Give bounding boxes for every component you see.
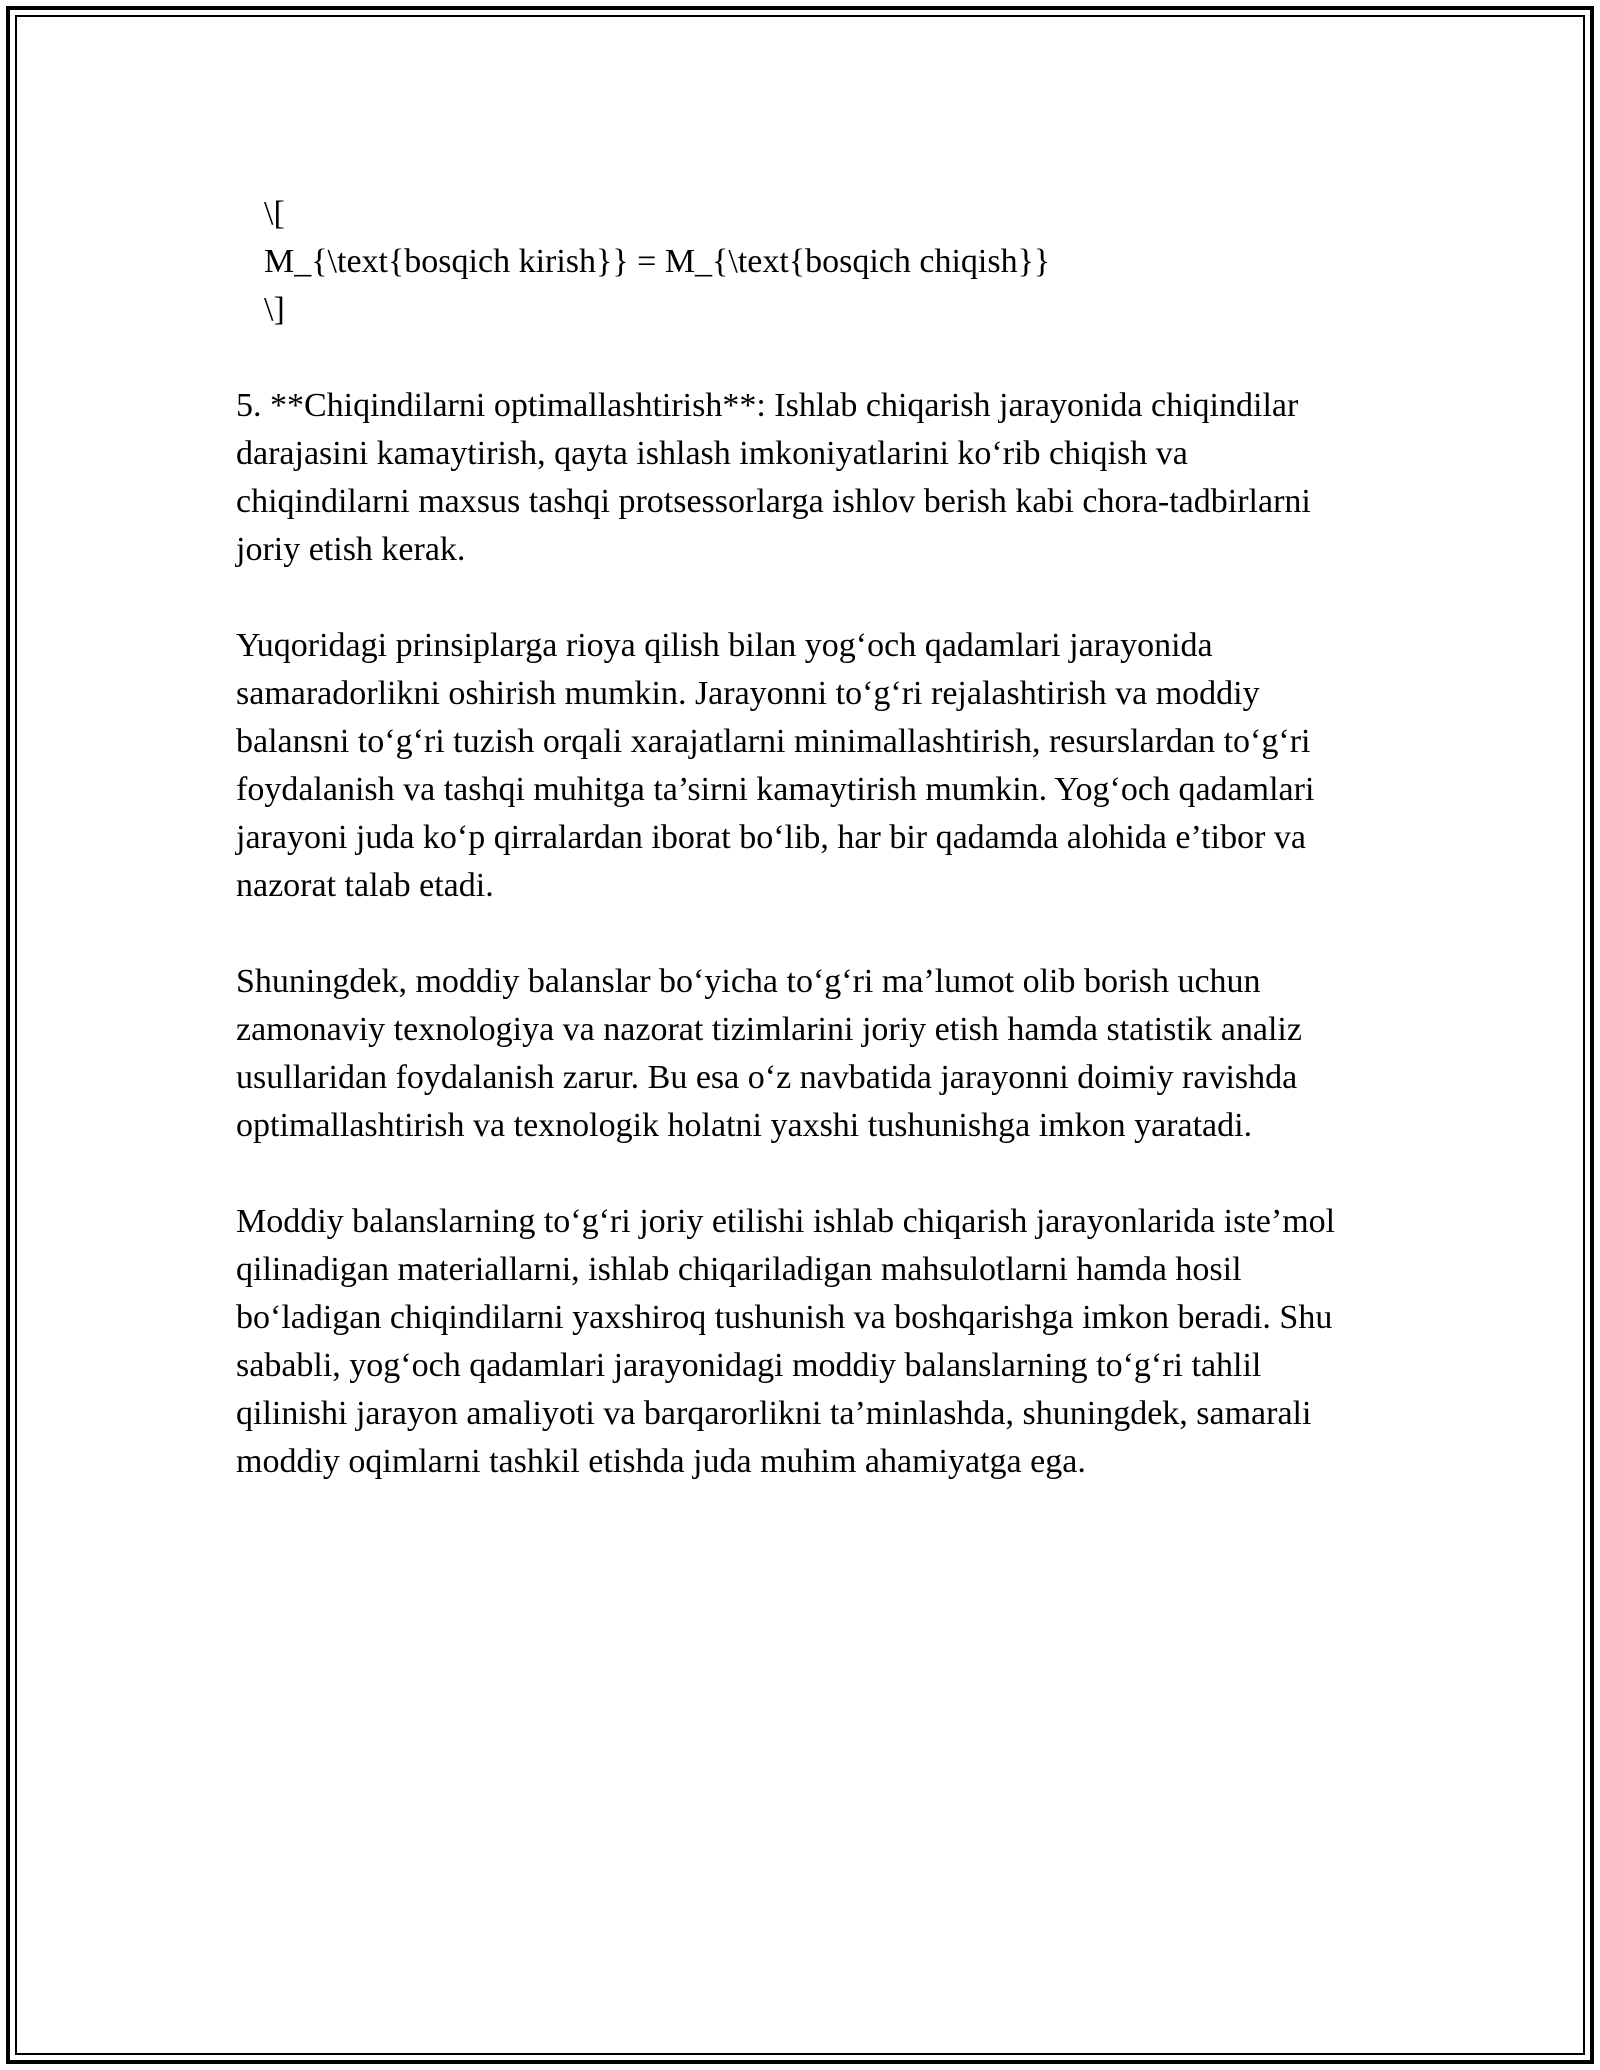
paragraph-technology: Shuningdek, moddiy balanslar bo‘yicha to‘g‘ri ma’lumot olib borish uchun zamonaviy texnologiya va nazorat tizimlarini joriy etish hamda statistik analiz usullaridan foydalanish zarur. Bu esa o‘z navbatida jarayonni doimiy ravishda optimallashtirish va texnologik holatni yaxshi tushunishga imkon yaratadi.: [236, 963, 1302, 1144]
document-body: [236, 190, 1366, 1534]
paragraph-waste-optimization: 5. **Chiqindilarni optimallashtirish**: Ishlab chiqarish jarayonida chiqindilar darajasini kamaytirish, qayta ishlash imkoniyatlarini ko‘rib chiqish va chiqindilarni maxsus tashqi protsessorlarga ishlov berish kabi chora-tadbirlarni joriy etish kerak.: [236, 387, 1311, 568]
paragraph-principles: Yuqoridagi prinsiplarga rioya qilish bilan yog‘och qadamlari jarayonida samaradorlikni oshirish mumkin. Jarayonni to‘g‘ri rejalashtirish va moddiy balansni to‘g‘ri tuzish orqali xarajatlarni minimallashtirish, resurslardan to‘g‘ri foydalanish va tashqi muhitga ta’sirni kamaytirish mumkin. Yog‘och qadamlari jarayoni juda ko‘p qirralardan iborat bo‘lib, har bir qadamda alohida e’tibor va nazorat talab etadi.: [236, 627, 1315, 904]
paragraph-conclusion: Moddiy balanslarning to‘g‘ri joriy etilishi ishlab chiqarish jarayonlarida iste’mol qilinadigan materiallarni, ishlab chiqariladigan mahsulotlarni hamda hosil bo‘ladigan chiqindilarni yaxshiroq tushunish va boshqarishga imkon beradi. Shu sababli, yog‘och qadamlari jarayonidagi moddiy balanslarning to‘g‘ri tahlil qilinishi jarayon amaliyoti va barqarorlikni ta’minlashda, shuningdek, samarali moddiy oqimlarni tashkil etishda juda muhim ahamiyatga ega.: [236, 1203, 1336, 1480]
formula-close-delimiter: \]: [264, 291, 285, 328]
math-formula-block: [236, 190, 1366, 334]
formula-equation: M_{\text{bosqich kirish}} = M_{\text{bosqich chiqish}}: [264, 243, 1051, 280]
formula-open-delimiter: \[: [264, 195, 285, 232]
